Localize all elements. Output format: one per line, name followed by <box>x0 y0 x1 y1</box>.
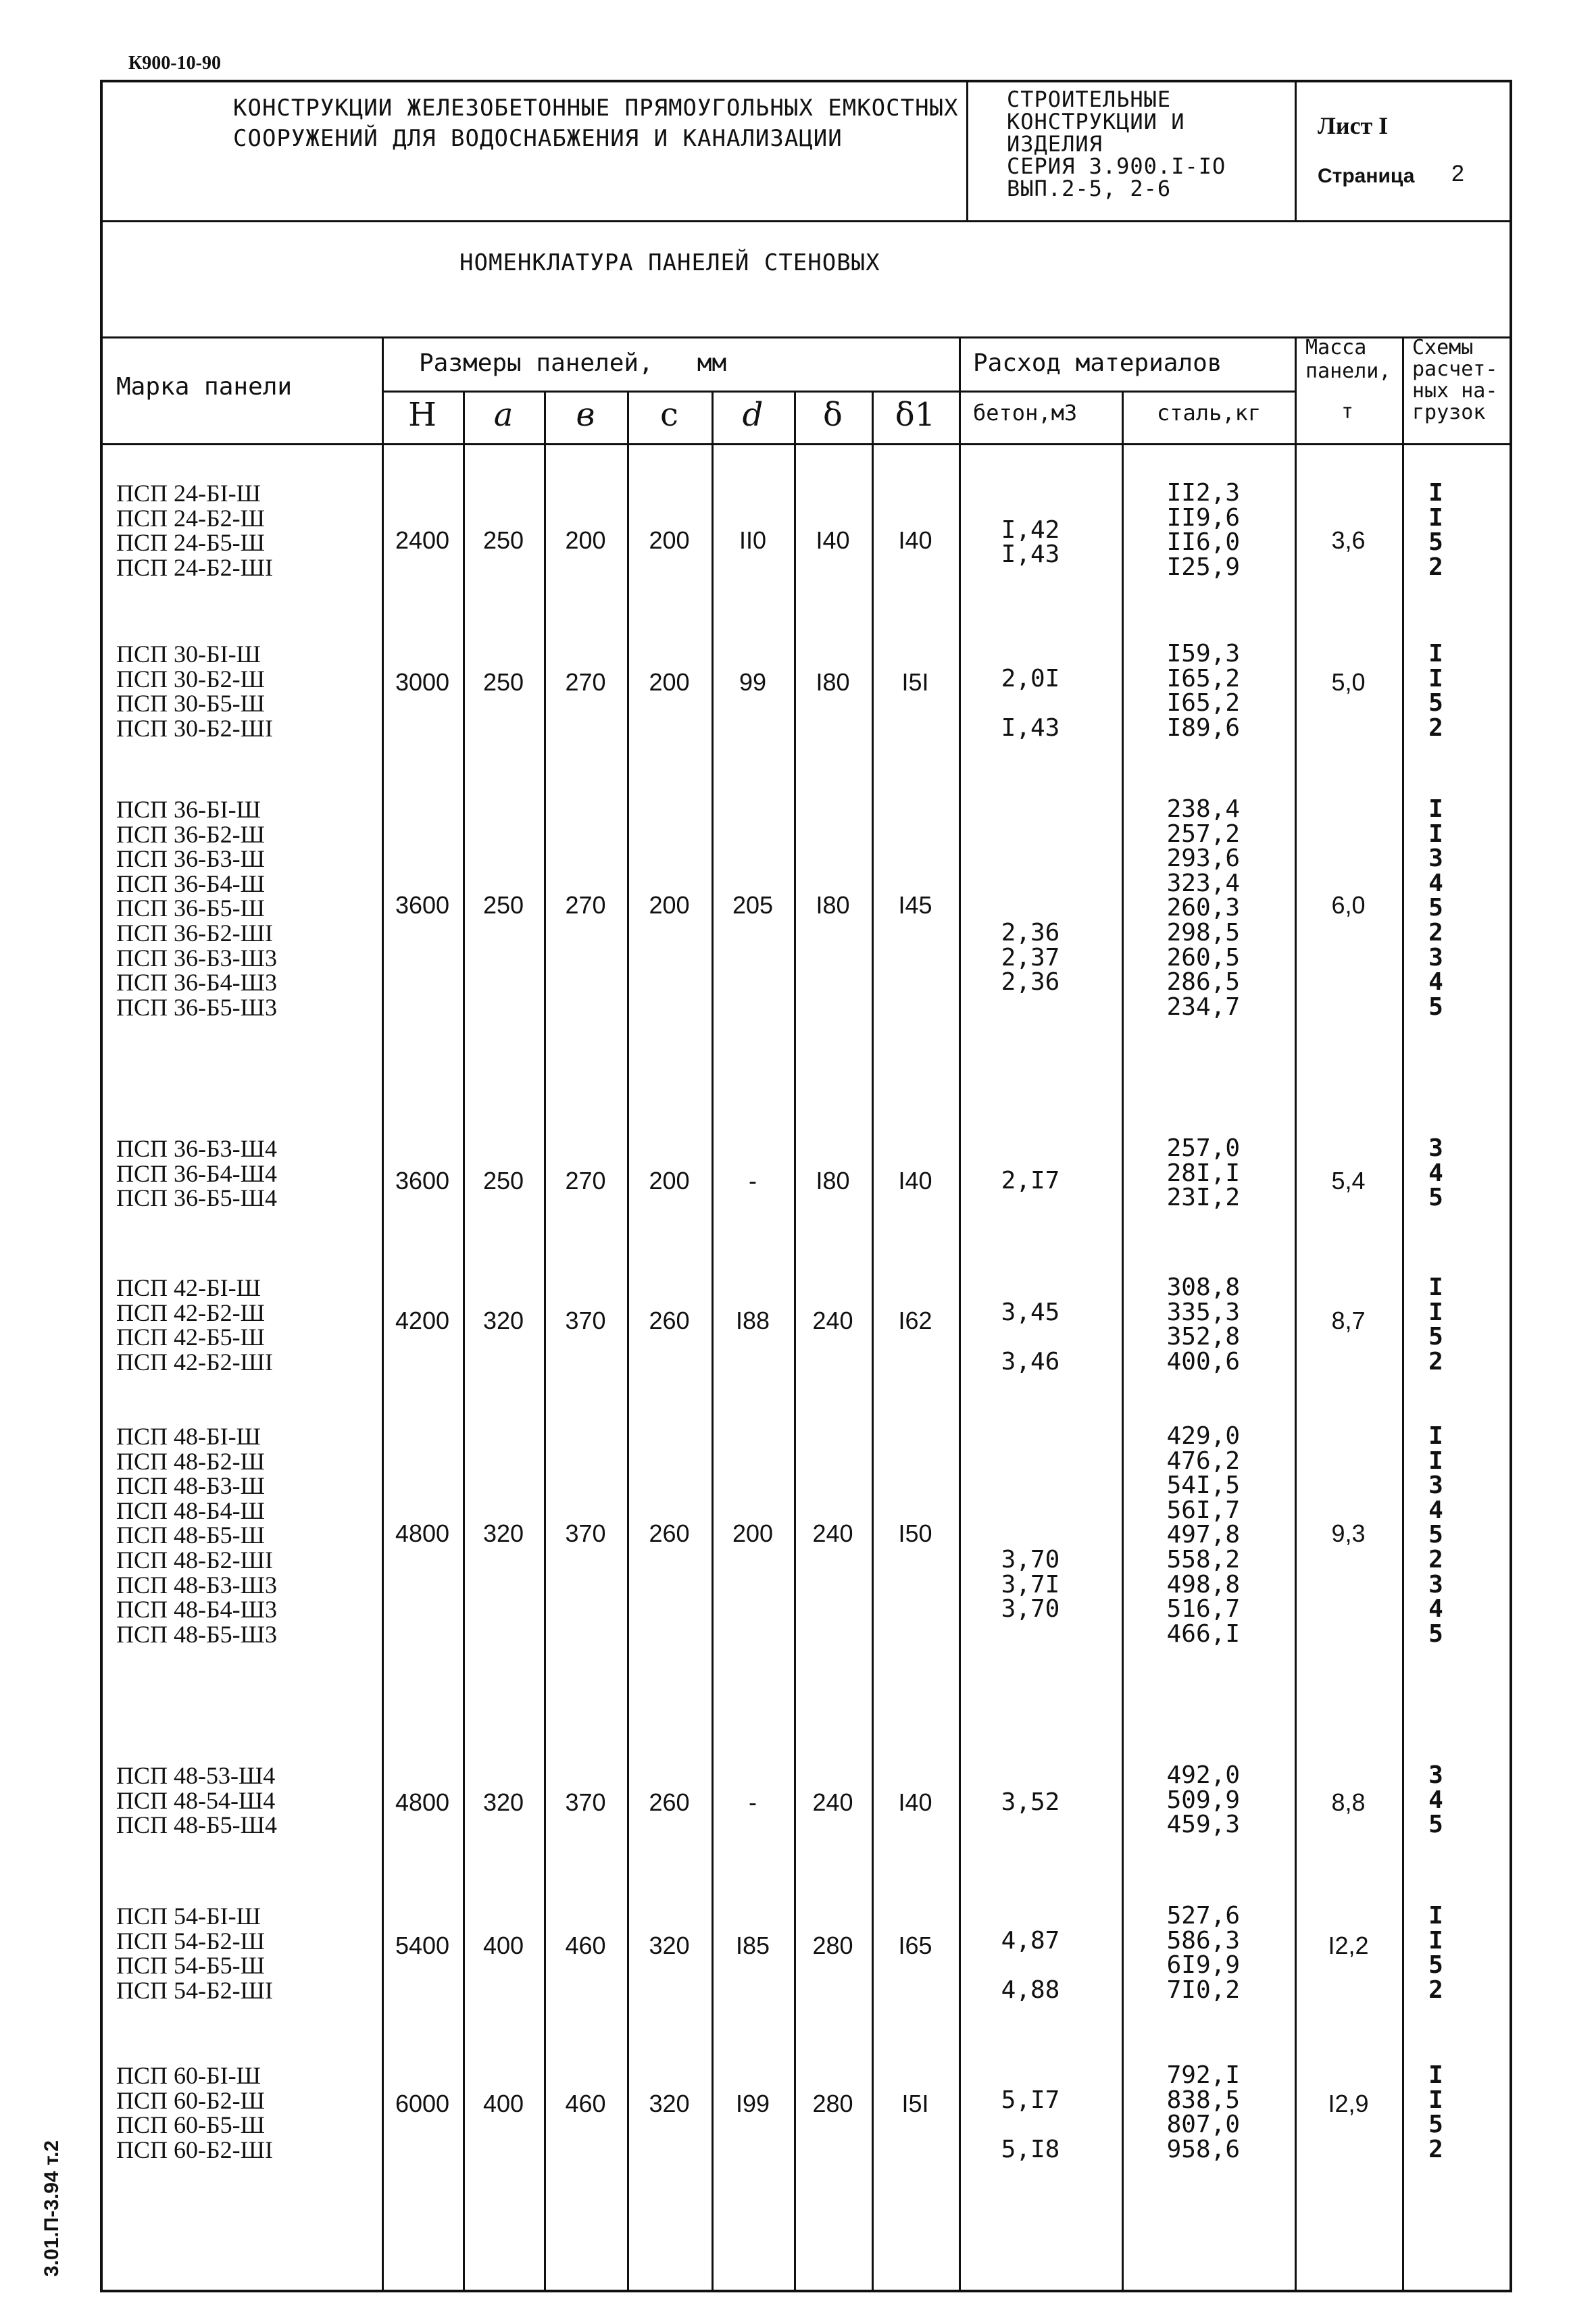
cell-concrete: 3,70 3,7I 3,70 <box>1001 1546 1060 1624</box>
cell-c: 260 <box>649 1519 690 1547</box>
cell-H: 3000 <box>395 668 450 696</box>
cell-a: 320 <box>482 1788 524 1816</box>
cell-concrete: 2,I7 <box>1001 1167 1060 1194</box>
title-bottom-line <box>100 220 1512 222</box>
sheet-label: Лист I <box>1318 112 1389 139</box>
cell-steel: 429,0 476,2 54I,5 56I,7 497,8 558,2 498,8 516,7 466,I <box>1166 1422 1240 1648</box>
cell-H: 2400 <box>395 526 450 554</box>
cell-c: 260 <box>649 1788 690 1816</box>
cell-H: 5400 <box>395 1932 450 1959</box>
cell-delta1: I5I <box>901 668 929 696</box>
cell-steel: 492,0 509,9 459,3 <box>1166 1761 1240 1839</box>
side-document-code: 3.01.П-3.94 т.2 <box>41 2140 63 2277</box>
cell-delta1: I50 <box>898 1519 932 1547</box>
cell-concrete: 5,I7 5,I8 <box>1001 2086 1060 2163</box>
cell-H: 3600 <box>395 891 450 919</box>
header-a: a <box>493 396 514 434</box>
title-divider-1 <box>966 80 968 222</box>
cell-delta1: I40 <box>898 526 932 554</box>
cell-c: 200 <box>649 891 690 919</box>
series-line-4: СЕРИЯ 3.900.I-IO <box>1007 153 1226 179</box>
cell-schemes: I I 3 4 5 2 3 4 5 <box>1428 1422 1443 1648</box>
header-b: в <box>576 396 595 434</box>
cell-b: 460 <box>565 2090 606 2117</box>
cell-b: 270 <box>565 1167 606 1194</box>
cell-concrete: 3,45 3,46 <box>1001 1298 1060 1376</box>
header-H: H <box>408 396 437 434</box>
cell-steel: 792,I 838,5 807,0 958,6 <box>1166 2061 1240 2163</box>
cell-b: 460 <box>565 1932 606 1959</box>
col-line-mass <box>1402 336 1404 2292</box>
cell-delta: I80 <box>816 1167 850 1194</box>
cell-mass: 3,6 <box>1331 526 1366 554</box>
cell-d: II0 <box>739 526 767 554</box>
cell-H: 4800 <box>395 1788 450 1816</box>
cell-d: I88 <box>735 1307 770 1334</box>
cell-b: 200 <box>565 526 606 554</box>
cell-mass: 9,3 <box>1331 1519 1366 1547</box>
cell-delta1: I65 <box>898 1932 932 1959</box>
cell-delta1: I45 <box>898 891 932 919</box>
header-schemes-3: ных на- <box>1412 379 1498 403</box>
cell-d: 205 <box>732 891 774 919</box>
cell-a: 400 <box>482 2090 524 2117</box>
cell-concrete: 4,87 4,88 <box>1001 1926 1060 2004</box>
panel-marks: ПСП 48-53-Ш4 ПСП 48-54-Ш4 ПСП 48-Б5-Ш4 <box>116 1762 277 1839</box>
panel-marks: ПСП 54-БI-Ш ПСП 54-Б2-Ш ПСП 54-Б5-Ш ПСП 54-Б2-ШI <box>116 1903 273 2004</box>
cell-c: 320 <box>649 2090 690 2117</box>
cell-delta1: I40 <box>898 1167 932 1194</box>
cell-a: 320 <box>482 1519 524 1547</box>
cell-a: 250 <box>482 668 524 696</box>
page-number: 2 <box>1451 161 1464 186</box>
panel-marks: ПСП 30-БI-Ш ПСП 30-Б2-Ш ПСП 30-Б5-Ш ПСП 30-Б2-ШI <box>116 640 273 742</box>
cell-d: 99 <box>739 668 767 696</box>
cell-concrete: 2,0I I,43 <box>1001 664 1060 742</box>
cell-delta: I80 <box>816 668 850 696</box>
cell-steel: I59,3 I65,2 I65,2 I89,6 <box>1166 640 1240 742</box>
cell-steel: 257,0 28I,I 23I,2 <box>1166 1134 1240 1212</box>
header-schemes-4: грузок <box>1412 401 1486 424</box>
cell-mass: I2,2 <box>1328 1932 1369 1959</box>
cell-delta: I80 <box>816 891 850 919</box>
cell-schemes: I I 5 2 <box>1428 1902 1443 2004</box>
cell-concrete: 3,52 <box>1001 1788 1060 1816</box>
cell-mass: 8,8 <box>1331 1788 1366 1816</box>
cell-steel: II2,3 II9,6 II6,0 I25,9 <box>1166 479 1240 581</box>
header-schemes-1: Схемы <box>1412 336 1474 359</box>
header-mass-2: панели, <box>1305 359 1391 383</box>
panel-marks: ПСП 48-БI-Ш ПСП 48-Б2-Ш ПСП 48-Б3-Ш ПСП 48-Б4-Ш ПСП 48-Б5-Ш ПСП 48-Б2-ШI ПСП 48-Б3-Ш3 ПСП 48-Б4-Ш3 ПСП 48-Б5-Ш3 <box>116 1423 277 1648</box>
table-title-bottom-line <box>100 336 1512 338</box>
cell-a: 320 <box>482 1307 524 1334</box>
cell-schemes: 3 4 5 <box>1428 1134 1443 1212</box>
panel-marks: ПСП 36-БI-Ш ПСП 36-Б2-Ш ПСП 36-Б3-Ш ПСП 36-Б4-Ш ПСП 36-Б5-Ш ПСП 36-Б2-ШI ПСП 36-Б3-Ш3 ПСП 36-Б4-Ш3 ПСП 36-Б5-Ш3 <box>116 796 277 1021</box>
cell-d: - <box>749 1788 757 1816</box>
cell-concrete: 2,36 2,37 2,36 <box>1001 919 1060 997</box>
header-delta1: δ1 <box>895 396 936 434</box>
cell-d: I85 <box>735 1932 770 1959</box>
header-mass-3: т <box>1341 400 1354 424</box>
cell-delta1: I40 <box>898 1788 932 1816</box>
header-d: d <box>742 396 764 434</box>
cell-delta1: I62 <box>898 1307 932 1334</box>
cell-schemes: I I 5 2 <box>1428 479 1443 581</box>
cell-steel: 238,4 257,2 293,6 323,4 260,3 298,5 260,5 286,5 234,7 <box>1166 795 1240 1021</box>
cell-H: 3600 <box>395 1167 450 1194</box>
cell-schemes: I I 5 2 <box>1428 640 1443 742</box>
cell-a: 250 <box>482 1167 524 1194</box>
cell-schemes: 3 4 5 <box>1428 1761 1443 1839</box>
header-concrete: бетон,м3 <box>973 400 1078 426</box>
table-title: НОМЕНКЛАТУРА ПАНЕЛЕЙ СТЕНОВЫХ <box>459 249 880 276</box>
title-line-1: КОНСТРУКЦИИ ЖЕЛЕЗОБЕТОННЫЕ ПРЯМОУГОЛЬНЫХ ЕМКОСТНЫХ <box>233 95 959 122</box>
panel-marks: ПСП 42-БI-Ш ПСП 42-Б2-Ш ПСП 42-Б5-Ш ПСП 42-Б2-ШI <box>116 1274 273 1376</box>
header-delta: δ <box>823 396 843 434</box>
cell-a: 250 <box>482 891 524 919</box>
cell-steel: 527,6 586,3 6I9,9 7I0,2 <box>1166 1902 1240 2004</box>
cell-schemes: I I 5 2 <box>1428 2061 1443 2163</box>
document-code: К900-10-90 <box>128 53 221 74</box>
cell-d: 200 <box>732 1519 774 1547</box>
title-line-2: СООРУЖЕНИЙ ДЛЯ ВОДОСНАБЖЕНИЯ И КАНАЛИЗАЦИИ <box>233 125 843 152</box>
cell-mass: 6,0 <box>1331 891 1366 919</box>
cell-c: 260 <box>649 1307 690 1334</box>
cell-b: 270 <box>565 891 606 919</box>
header-steel: сталь,кг <box>1157 400 1262 426</box>
header-materials: Расход материалов <box>973 349 1222 377</box>
series-line-1: СТРОИТЕЛЬНЫЕ <box>1007 86 1172 112</box>
cell-b: 270 <box>565 668 606 696</box>
cell-H: 6000 <box>395 2090 450 2117</box>
cell-b: 370 <box>565 1788 606 1816</box>
col-line-delta1 <box>959 336 961 2292</box>
cell-c: 200 <box>649 526 690 554</box>
page-label: Страница <box>1318 165 1415 187</box>
cell-c: 320 <box>649 1932 690 1959</box>
cell-delta: 280 <box>812 2090 853 2117</box>
panel-marks: ПСП 24-БI-Ш ПСП 24-Б2-Ш ПСП 24-Б5-Ш ПСП 24-Б2-ШI <box>116 480 273 581</box>
cell-mass: 5,4 <box>1331 1167 1366 1194</box>
cell-delta1: I5I <box>901 2090 929 2117</box>
cell-a: 250 <box>482 526 524 554</box>
cell-schemes: I I 5 2 <box>1428 1274 1443 1376</box>
cell-delta: I40 <box>816 526 850 554</box>
header-schemes-2: расчет- <box>1412 357 1498 381</box>
cell-d: - <box>749 1167 757 1194</box>
col-line-concrete <box>1122 391 1124 2292</box>
series-line-3: ИЗДЕЛИЯ <box>1007 131 1103 157</box>
cell-concrete: I,42 I,43 <box>1001 515 1060 569</box>
cell-steel: 308,8 335,3 352,8 400,6 <box>1166 1274 1240 1376</box>
cell-b: 370 <box>565 1519 606 1547</box>
header-mark: Марка панели <box>116 373 293 401</box>
header-bottom-line <box>100 443 1512 445</box>
header-c: c <box>660 396 678 434</box>
cell-mass: 8,7 <box>1331 1307 1366 1334</box>
cell-delta: 240 <box>812 1519 853 1547</box>
cell-d: I99 <box>735 2090 770 2117</box>
cell-c: 200 <box>649 1167 690 1194</box>
cell-schemes: I I 3 4 5 2 3 4 5 <box>1428 795 1443 1021</box>
title-divider-2 <box>1295 80 1297 222</box>
header-sizes: Размеры панелей, мм <box>419 349 727 377</box>
cell-delta: 240 <box>812 1788 853 1816</box>
cell-mass: 5,0 <box>1331 668 1366 696</box>
series-line-2: КОНСТРУКЦИИ И <box>1007 109 1185 134</box>
cell-mass: I2,9 <box>1328 2090 1369 2117</box>
materials-header-line <box>959 391 1295 393</box>
header-mass-1: Масса <box>1305 336 1367 359</box>
cell-delta: 280 <box>812 1932 853 1959</box>
panel-marks: ПСП 60-БI-Ш ПСП 60-Б2-Ш ПСП 60-Б5-Ш ПСП 60-Б2-ШI <box>116 2062 273 2163</box>
panel-marks: ПСП 36-Б3-Ш4 ПСП 36-Б4-Ш4 ПСП 36-Б5-Ш4 <box>116 1135 277 1212</box>
series-line-5: ВЫП.2-5, 2-6 <box>1007 176 1172 201</box>
cell-b: 370 <box>565 1307 606 1334</box>
cell-a: 400 <box>482 1932 524 1959</box>
cell-delta: 240 <box>812 1307 853 1334</box>
cell-H: 4800 <box>395 1519 450 1547</box>
cell-H: 4200 <box>395 1307 450 1334</box>
cell-c: 200 <box>649 668 690 696</box>
